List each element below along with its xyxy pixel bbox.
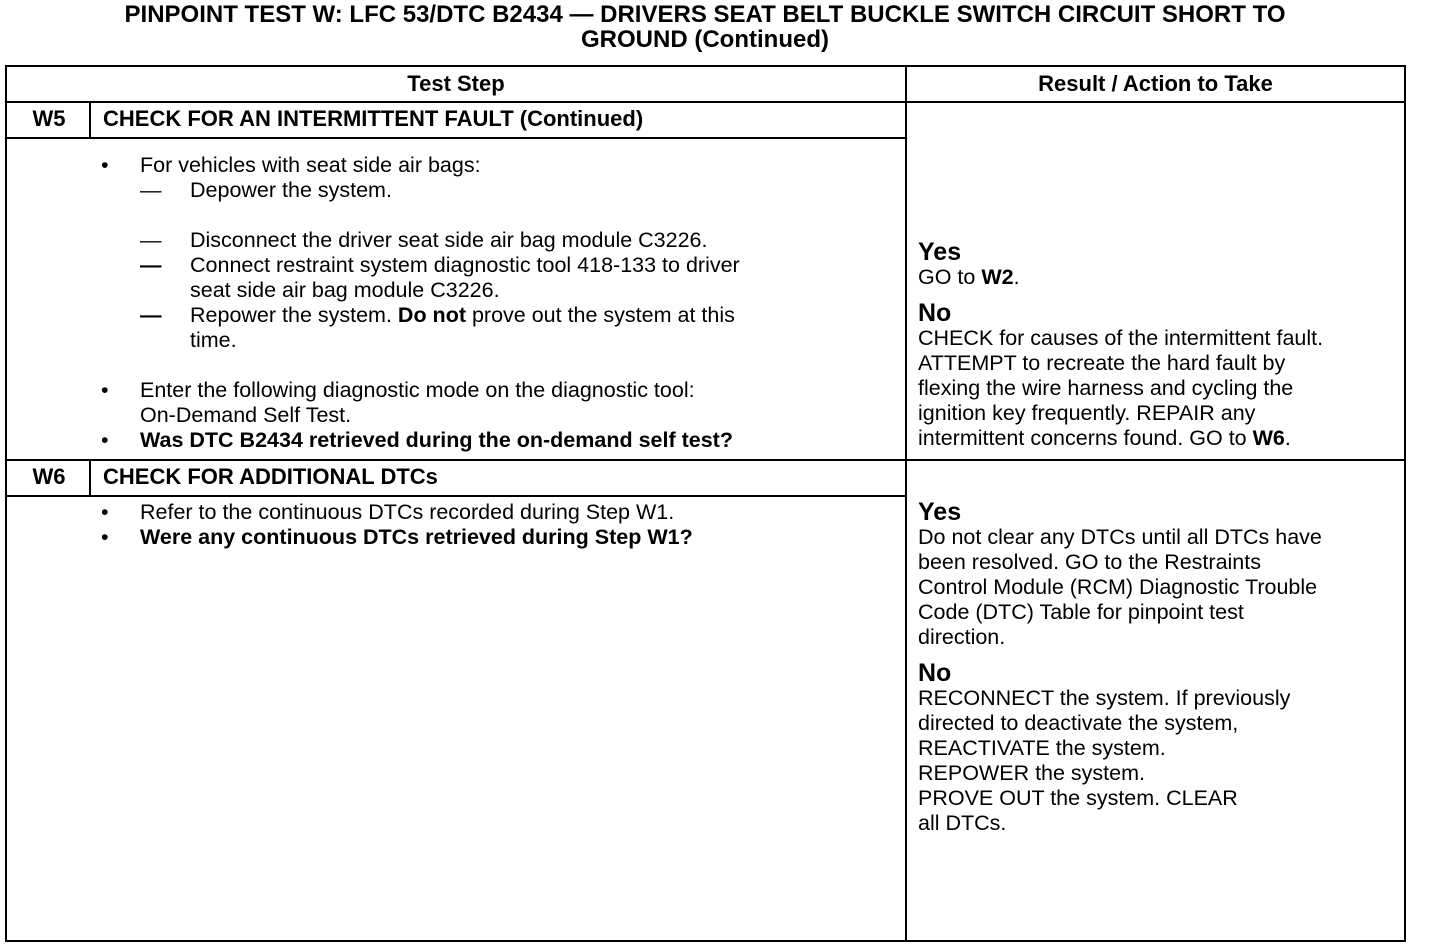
instruction-text: prove out the system at this <box>465 303 735 327</box>
list-item <box>7 303 905 328</box>
dash-icon: — <box>140 253 162 277</box>
w6-result <box>918 499 1408 836</box>
list-item <box>7 525 905 550</box>
w5-instructions <box>7 153 905 453</box>
step-link-w2: W2 <box>981 265 1014 289</box>
list-item-continuation <box>7 328 905 353</box>
instruction-text: On-Demand Self Test. <box>140 403 352 427</box>
yes-action: GO to W2. <box>918 265 1020 289</box>
instruction-text: Repower the system. <box>190 303 398 327</box>
step-link-w6: W6 <box>1252 426 1285 450</box>
dash-icon: — <box>140 228 162 252</box>
no-label: No <box>918 299 952 327</box>
step-id-w6: W6 <box>32 464 66 489</box>
instruction-text: Enter the following diagnostic mode on the diagnostic tool: <box>140 378 695 402</box>
list-item <box>7 500 905 525</box>
header-test-step: Test Step <box>407 71 505 96</box>
instruction-text: Depower the system. <box>190 178 392 202</box>
instruction-text: Disconnect the driver seat side air bag module C3226. <box>190 228 708 252</box>
no-action: RECONNECT the system. If previously directed to deactivate the system, REACTIVATE the system. REPOWER the system. PROVE OUT the system. CLEAR all DTCs. <box>918 686 1291 835</box>
column-divider <box>905 67 907 940</box>
w5-result <box>918 239 1408 451</box>
instruction-text: For vehicles with seat side air bags: <box>140 153 481 177</box>
list-item <box>7 178 905 203</box>
list-item-continuation <box>7 278 905 303</box>
no-action: CHECK for causes of the intermittent fault. ATTEMPT to recreate the hard fault by flexing the wire harness and cycling the ignition key frequently. REPAIR any intermittent concerns found. GO to W6. <box>918 326 1324 450</box>
page-title <box>0 2 1410 52</box>
list-item <box>7 428 905 453</box>
bullet-icon: • <box>101 525 109 549</box>
step-id-w5: W5 <box>32 106 66 131</box>
instruction-text: seat side air bag module C3226. <box>190 278 500 302</box>
dash-icon: — <box>140 178 162 202</box>
pinpoint-test-table <box>5 65 1406 942</box>
list-item <box>7 253 905 278</box>
instruction-question: Was DTC B2434 retrieved during the on-demand self test? <box>140 428 733 452</box>
instruction-question: Were any continuous DTCs retrieved during Step W1? <box>140 525 693 549</box>
yes-label: Yes <box>918 238 962 266</box>
list-item-continuation <box>7 403 905 428</box>
header-result-action: Result / Action to Take <box>1038 71 1273 96</box>
bullet-icon: • <box>101 428 109 452</box>
bullet-icon: • <box>101 378 109 402</box>
page-title-line-2: GROUND (Continued) <box>581 26 829 53</box>
bullet-icon: • <box>101 153 109 177</box>
instruction-text: time. <box>190 328 237 352</box>
list-item <box>7 228 905 253</box>
list-item <box>7 153 905 178</box>
list-item <box>7 378 905 403</box>
no-label: No <box>918 659 952 687</box>
w5-title-divider <box>7 137 905 139</box>
instruction-emphasis: Do not <box>397 303 466 327</box>
bullet-icon: • <box>101 500 109 524</box>
page-title-line-1: PINPOINT TEST W: LFC 53/DTC B2434 — DRIVERS SEAT BELT BUCKLE SWITCH CIRCUIT SHORT TO <box>124 1 1286 28</box>
instruction-text: Connect restraint system diagnostic tool 418-133 to driver <box>190 253 740 277</box>
yes-label: Yes <box>918 498 962 526</box>
w6-instructions <box>7 500 905 550</box>
step-title-w5: CHECK FOR AN INTERMITTENT FAULT (Continued) <box>103 106 644 131</box>
step-title-w6: CHECK FOR ADDITIONAL DTCs <box>103 464 438 489</box>
w6-title-divider <box>7 495 905 497</box>
yes-action: Do not clear any DTCs until all DTCs have been resolved. GO to the Restraints Control Module (RCM) Diagnostic Trouble Code (DTC) Table for pinpoint test direction. <box>918 525 1322 649</box>
dash-icon: — <box>140 303 162 327</box>
instruction-text: Refer to the continuous DTCs recorded during Step W1. <box>140 500 675 524</box>
